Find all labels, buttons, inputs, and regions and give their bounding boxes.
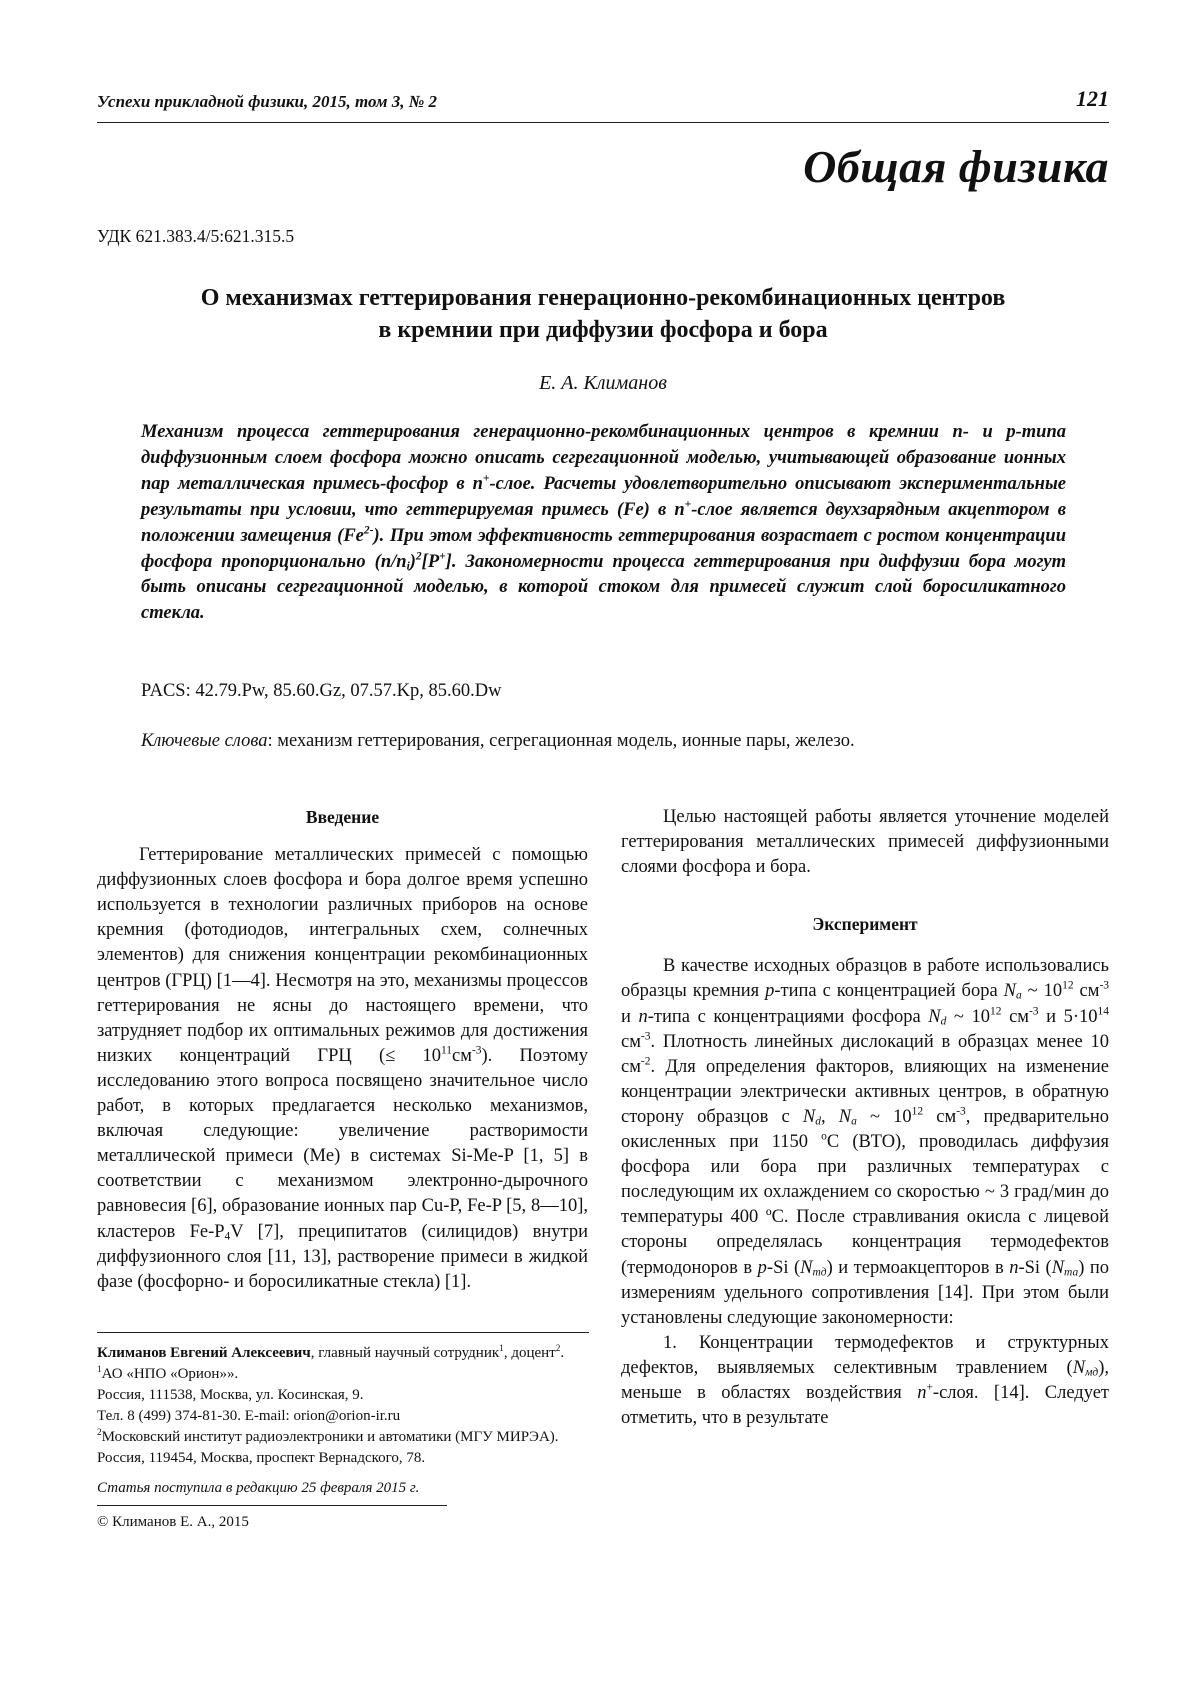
author-affiliation: Климанов Евгений Алексеевич, главный научный сотрудник$^1$, доцент$^2$. — [97, 1343, 565, 1361]
article-title — [97, 282, 1109, 346]
intro-paragraph: Геттерирование металлических примесей с помощью диффузионных слоев фосфора и бора долгое время успешно используется в технологии различных приборов на основе кремния (фотодиодов, интегральных схем, солнечных элементов) для снижения концентрации рекомбинационных центров (ГРЦ) [1—4]. Несмотря на это, механизмы процессов геттерирования не ясны до настоящего времени, что затрудняет подбор их оптимальных режимов для достижения низких концентраций ГРЦ (≤ $10^{11}см^{-3}$). Поэтому исследованию этого вопроса посвящено значительное число работ, в которых предлагается несколько механизмов, включая следующие: увеличение растворимости металлической примеси (Me) в системах Si-Me-P [1, 5] в соответствии с механизмом электронно-дырочного равновесия [6], образование ионных пар Cu-P, Fe-P [5, 8—10], кластеров $Fe-P_4V$ [7], преципитатов (силицидов) внутри диффузионного слоя [11, 13], растворение примеси в жидкой фазе (фосфорно- и боросиликатные стекла) [1]. — [97, 845, 589, 1292]
title-line-1: О механизмах геттерирования генерационно-рекомбинационных центров — [200, 285, 1006, 311]
experiment-item-1: 1. Концентрации термодефектов и структурных дефектов, выявляемых селективным травлением $(N_{мд})$, меньше в областях воздействия n+-слоя. [14]. Следует отметить, что в результате — [621, 1332, 1110, 1429]
organization-1: $^1$АО «НПО «Орион»». — [97, 1364, 239, 1382]
organization-2: $^2$Московский институт радиоэлектроники и автоматики (МГУ МИРЭА). — [97, 1427, 559, 1445]
copyright-divider — [97, 1505, 447, 1506]
udc-code: УДК 621.383.4/5:621.315.5 — [97, 226, 295, 246]
footnote-divider — [97, 1332, 589, 1333]
section-title: Общая физика — [803, 141, 1109, 192]
journal-name: Успехи прикладной физики, 2015, том 3, № 2 — [97, 92, 438, 111]
goal-paragraph: Целью настоящей работы является уточнение моделей геттерирования металлических примесей диффузионными слоями фосфора и бора. — [621, 807, 1109, 878]
running-header — [97, 86, 1109, 123]
keywords-label: Ключевые слова — [141, 731, 268, 751]
address-2: Россия, 119454, Москва, проспект Вернадского, 78. — [97, 1450, 426, 1466]
received-date: Статья поступила в редакцию 25 февраля 2015 г. — [97, 1480, 420, 1496]
abstract: Механизм процесса геттерирования генерационно-рекомбинационных центров в кремнии n- и p-типа диффузионным слоем фосфора можно описать сегрегационной моделью, учитывающей образование ионных пар металлическая примесь-фосфор в n+-слое. Расчеты удовлетворительно описывают экспериментальные результаты при условии, что геттерируемая примесь (Fe) в n+-слое является двухзарядным акцептором в положении замещения $(Fe^{2-})$. При этом эффективность геттерирования возрастает с ростом концентрации фосфора пропорционально $(n/n_i)^2[P^+]$. Закономерности процесса геттерирования при диффузии бора могут быть описаны сегрегационной моделью, в которой стоком для примесей служит слой боросиликатного стекла. — [141, 422, 1067, 624]
address-1: Россия, 111538, Москва, ул. Косинская, 9. — [97, 1387, 364, 1403]
section-heading-intro: Введение — [305, 807, 380, 827]
left-column — [97, 805, 588, 1295]
experiment-paragraph: В качестве исходных образцов в работе использовались образцы кремния p-типа с концентрацией бора $N_a$ ~ $10^{12}$ $см^{-3}$ и n-типа с концентрациями фосфора $N_d$ ~ $10^{12}$ $см^{-3}$ и $5\cdot 10^{14}$ $см^{-3}$. Плотность линейных дислокаций в образцах менее 10 $см^{-2}$. Для определения факторов, влияющих на изменение концентрации электрически активных центров, в обратную сторону образцов с $N_d$, $N_a$ ~ $10^{12}$ $см^{-3}$, предварительно окисленных при 1150 $^o$С (ВТО), проводилась диффузия фосфора или бора при различных температурах с последующим их охлаждением со скоростью ~ 3 град/мин до температуры 400 ºC. После стравливания окисла с лицевой стороны определялась концентрация термодефектов (термодоноров в p-Si $(N_{тд})$ и термоакцепторов в n-Si $(N_{та})$ по измерениям удельного сопротивления [14]. При этом были установлены следующие закономерности: — [621, 956, 1110, 1328]
copyright: © Климанов Е. А., 2015 — [97, 1514, 249, 1530]
title-line-2: в кремнии при диффузии фосфора и бора — [378, 317, 828, 343]
section-heading-experiment: Эксперимент — [812, 914, 918, 935]
right-column — [621, 805, 1109, 1431]
author-name: Е. А. Климанов — [539, 372, 667, 394]
keywords — [141, 731, 855, 752]
pacs-codes: PACS: 42.79.Pw, 85.60.Gz, 07.57.Kp, 85.60.Dw — [141, 681, 502, 701]
page-number: 121 — [1076, 86, 1109, 111]
contact-info: Тел. 8 (499) 374-81-30. E-mail: orion@orion-ir.ru — [97, 1408, 401, 1424]
author-footnote — [97, 1343, 597, 1533]
keywords-text: : механизм геттерирования, сегрегационная модель, ионные пары, железо. — [267, 731, 855, 751]
